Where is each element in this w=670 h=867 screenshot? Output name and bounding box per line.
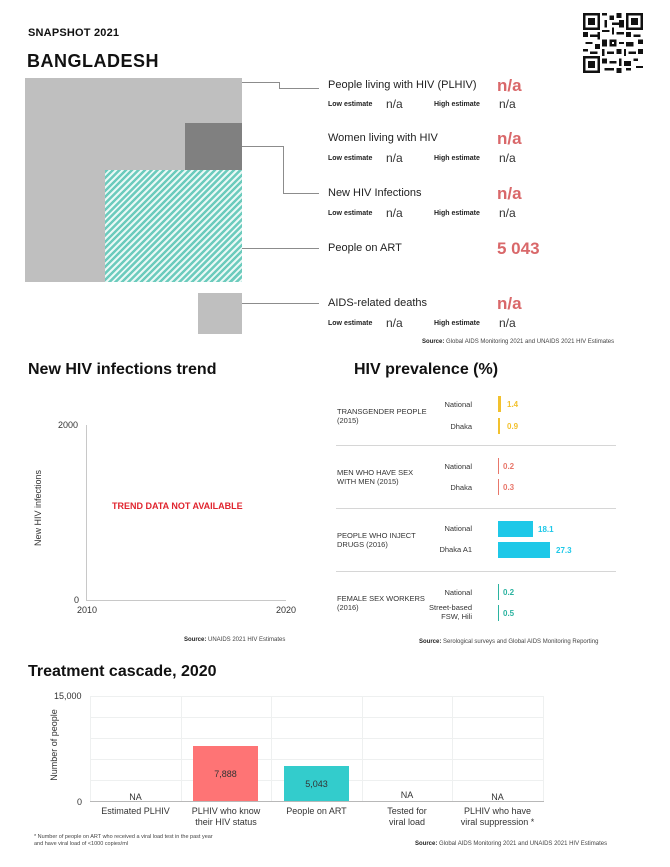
stat-value-new-infections: n/a — [497, 184, 522, 203]
high-estimate-value: n/a — [499, 151, 516, 165]
cascade-footnote: * Number of people on ART who received a viral load test in the past year and have viral load of <1000 copies/ml — [34, 834, 213, 847]
stat-label-women: Women living with HIV — [328, 132, 438, 144]
cascade-gridline — [181, 696, 182, 801]
prevalence-sub-label: National — [444, 524, 472, 533]
prevalence-bar — [498, 396, 501, 412]
art-hatched-block — [105, 170, 242, 282]
connector-infections — [242, 146, 284, 147]
low-estimate-value: n/a — [386, 206, 403, 220]
qr-code-icon[interactable] — [583, 13, 643, 73]
trend-x-tick-right: 2020 — [276, 605, 297, 615]
cascade-gridline — [90, 717, 544, 718]
country-title: BANGLADESH — [27, 51, 160, 71]
prevalence-sub-label: Street-based FSW, Hili — [429, 603, 472, 621]
deaths-block — [198, 293, 242, 334]
trend-y-axis — [86, 425, 87, 600]
high-estimate-value: n/a — [499, 316, 516, 330]
snapshot-year: SNAPSHOT 2021 — [28, 27, 120, 39]
prevalence-sub-label: Dhaka — [450, 483, 472, 492]
cascade-bar-value: NA — [491, 792, 504, 802]
cascade-category-label: PLHIV who have viral suppression * — [460, 806, 535, 827]
cascade-category-label: PLHIV who know their HIV status — [191, 806, 261, 827]
low-estimate-value: n/a — [386, 151, 403, 165]
connector-infections — [283, 193, 319, 194]
prevalence-divider — [336, 508, 616, 509]
prevalence-value: 18.1 — [538, 525, 554, 534]
prevalence-bar — [498, 458, 499, 474]
low-estimate-label: Low estimate — [328, 101, 373, 108]
trend-not-available: TREND DATA NOT AVAILABLE — [112, 501, 243, 511]
cascade-y-tick-top: 15,000 — [54, 691, 82, 701]
stat-value-art: 5 043 — [497, 239, 540, 258]
prevalence-sub-label: Dhaka — [450, 422, 472, 431]
prevalence-bar — [498, 542, 550, 558]
prevalence-value: 0.2 — [503, 588, 515, 597]
prevalence-value: 0.3 — [503, 483, 515, 492]
cascade-gridline — [90, 759, 544, 760]
cascade-gridline — [90, 696, 544, 697]
low-estimate-label: Low estimate — [328, 155, 373, 162]
prevalence-value: 27.3 — [556, 546, 572, 555]
trend-x-axis — [86, 600, 286, 601]
stat-value-plhiv: n/a — [497, 76, 522, 95]
prevalence-bar — [498, 584, 499, 600]
high-estimate-value: n/a — [499, 206, 516, 220]
prevalence-value: 1.4 — [507, 400, 519, 409]
prevalence-value: 0.2 — [503, 462, 515, 471]
low-estimate-value: n/a — [386, 316, 403, 330]
cascade-category-label: People on ART — [286, 806, 347, 816]
high-estimate-label: High estimate — [434, 155, 480, 162]
cascade-gridline — [90, 696, 91, 801]
connector-infections — [283, 146, 284, 194]
prevalence-bar — [498, 521, 533, 537]
high-estimate-label: High estimate — [434, 210, 480, 217]
prevalence-value: 0.9 — [507, 422, 519, 431]
cascade-source: Source: Global AIDS Monitoring 2021 and UNAIDS 2021 HIV Estimates — [415, 841, 608, 847]
cascade-gridline — [543, 696, 544, 801]
stat-label-new-infections: New HIV Infections — [328, 187, 422, 199]
high-estimate-label: High estimate — [434, 320, 480, 327]
prevalence-divider — [336, 571, 616, 572]
cascade-y-tick-bottom: 0 — [77, 797, 83, 807]
cascade-gridline — [271, 696, 272, 801]
connector-art — [242, 248, 319, 249]
low-estimate-label: Low estimate — [328, 320, 373, 327]
prevalence-sub-label: Dhaka A1 — [439, 545, 472, 554]
prevalence-group-label: MEN WHO HAVE SEX WITH MEN (2015) — [337, 468, 414, 486]
prevalence-group-label: FEMALE SEX WORKERS (2016) — [337, 594, 425, 612]
cascade-category-label: Tested for viral load — [387, 806, 427, 827]
cascade-bar-value: NA — [129, 792, 142, 802]
cascade-gridline — [452, 696, 453, 801]
trend-y-label: New HIV infections — [33, 469, 43, 547]
women-block — [185, 123, 242, 170]
trend-y-tick-bottom: 0 — [74, 595, 80, 605]
stat-label-deaths: AIDS-related deaths — [328, 297, 428, 309]
prevalence-sub-label: National — [444, 462, 472, 471]
stat-value-women: n/a — [497, 129, 522, 148]
low-estimate-label: Low estimate — [328, 210, 373, 217]
stat-value-deaths: n/a — [497, 294, 522, 313]
high-estimate-label: High estimate — [434, 101, 480, 108]
connector-deaths — [242, 303, 319, 304]
prevalence-source: Source: Serological surveys and Global AIDS Monitoring Reporting — [419, 639, 599, 645]
prevalence-bar — [498, 418, 500, 434]
prevalence-bar — [498, 479, 499, 495]
cascade-gridline — [90, 738, 544, 739]
prevalence-value: 0.5 — [503, 609, 515, 618]
prevalence-sub-label: National — [444, 588, 472, 597]
stat-label-art: People on ART — [328, 242, 402, 254]
prevalence-divider — [336, 445, 616, 446]
trend-y-tick-top: 2000 — [58, 420, 79, 430]
trend-x-tick-left: 2010 — [77, 605, 98, 615]
cascade-y-label: Number of people — [49, 709, 59, 781]
low-estimate-value: n/a — [386, 97, 403, 111]
prevalence-group-label: TRANSGENDER PEOPLE (2015) — [337, 407, 427, 425]
cascade-gridline — [362, 696, 363, 801]
prevalence-group-label: PEOPLE WHO INJECT DRUGS (2016) — [337, 531, 416, 549]
trend-source: Source: UNAIDS 2021 HIV Estimates — [184, 637, 286, 643]
prevalence-bar — [498, 605, 499, 621]
cascade-category-label: Estimated PLHIV — [101, 806, 170, 816]
cascade-bar-value: 5,043 — [305, 779, 328, 789]
high-estimate-value: n/a — [499, 97, 516, 111]
trend-title: New HIV infections trend — [28, 361, 217, 378]
cascade-title: Treatment cascade, 2020 — [28, 663, 217, 680]
connector-plhiv — [242, 82, 279, 83]
cascade-bar-value: 7,888 — [214, 769, 237, 779]
prevalence-sub-label: National — [444, 400, 472, 409]
cascade-bar-value: NA — [400, 790, 414, 800]
stat-label-plhiv: People living with HIV (PLHIV) — [328, 79, 477, 91]
prevalence-title: HIV prevalence (%) — [354, 361, 499, 378]
connector-plhiv — [279, 88, 319, 89]
key-stats-source: Source: Global AIDS Monitoring 2021 and UNAIDS 2021 HIV Estimates — [422, 339, 615, 345]
